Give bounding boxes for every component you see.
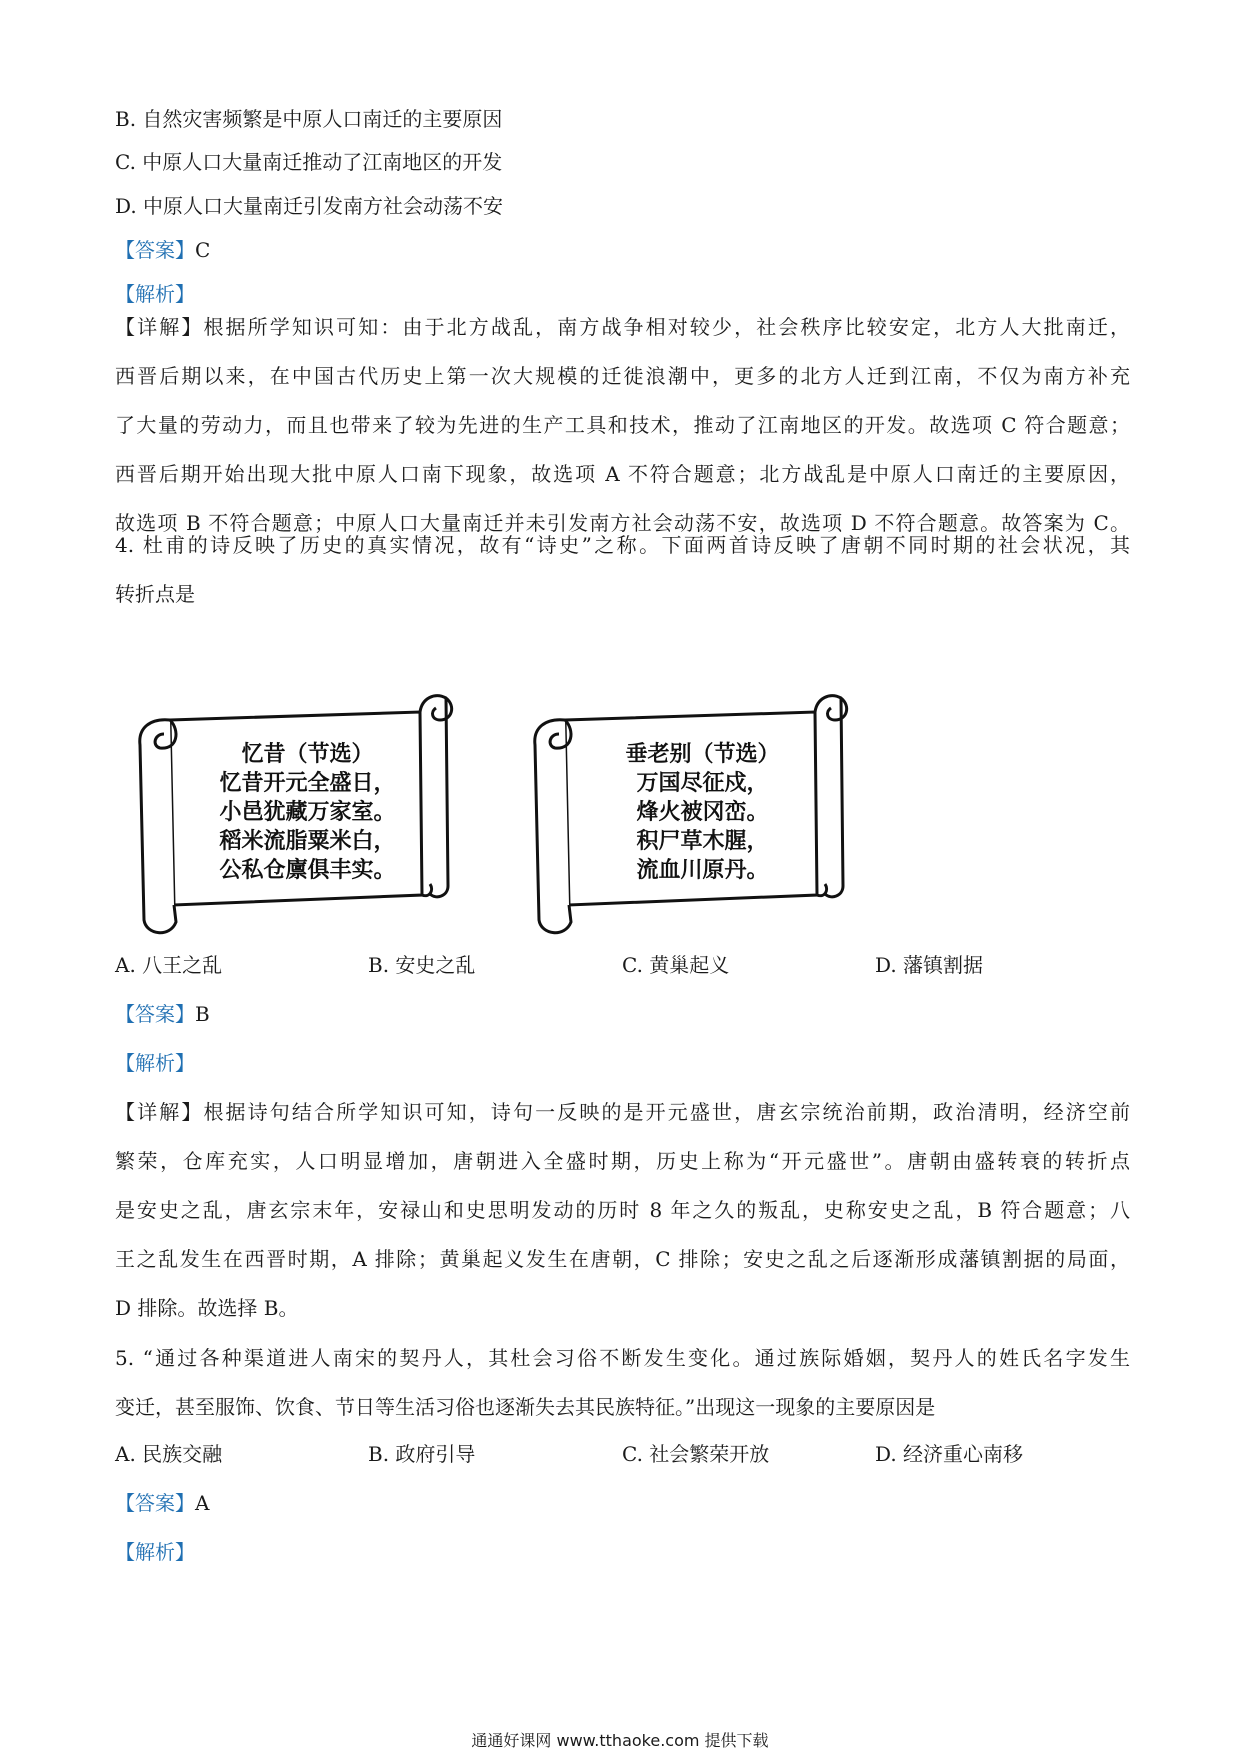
detail-line: 繁荣，仓库充实，人口明显增加，唐朝进入全盛时期，历史上称为“开元盛世”。唐朝由盛转衰的转折点 <box>115 1149 1130 1173</box>
detail-line: D 排除。故选择 B。 <box>115 1296 299 1320</box>
detail-line: 王之乱发生在西晋时期，A 排除；黄巢起义发生在唐朝，C 排除；安史之乱之后逐渐形成藩镇割据的局面， <box>115 1247 1130 1271</box>
poem-line: 万国尽征戍， <box>636 771 769 796</box>
poem-scroll-1 <box>130 690 460 940</box>
option-a: A. 民族交融 <box>115 1442 223 1466</box>
answer-tag: 【答案】 <box>115 1002 195 1026</box>
poem-line: 稻米流脂粟米白， <box>219 829 396 854</box>
q3-option-c: C. 中原人口大量南迁推动了江南地区的开发 <box>115 150 503 174</box>
q3-option-b: B. 自然灾害频繁是中原人口南迁的主要原因 <box>115 107 503 131</box>
detail-line: 是安史之乱，唐玄宗末年，安禄山和史思明发动的历时 8 年之久的叛乱，史称安史之乱，B 符合题意；八 <box>115 1198 1130 1222</box>
option-c: C. 黄巢起义 <box>622 953 730 977</box>
option-d: D. 藩镇割据 <box>875 953 984 977</box>
detail-line: 【详解】根据所学知识可知：由于北方战乱，南方战争相对较少，社会秩序比较安定，北方人大批南迁， <box>115 315 1130 339</box>
answer-tag: 【答案】 <box>115 238 195 262</box>
detail-line: 【详解】根据诗句结合所学知识可知，诗句一反映的是开元盛世，唐玄宗统治前期，政治清明，经济空前 <box>115 1100 1130 1124</box>
answer-value: A <box>195 1491 210 1515</box>
analysis-tag: 【解析】 <box>115 282 195 306</box>
poem-line: 流血川原丹。 <box>636 858 769 883</box>
q4-detail <box>115 1088 1130 1333</box>
q4-answer-row <box>115 1000 210 1028</box>
stem-line: 变迁，甚至服饰、饮食、节日等生活习俗也逐渐失去其民族特征。”出现这一现象的主要原因是 <box>115 1395 936 1419</box>
stem-line: 转折点是 <box>115 582 195 606</box>
poem-1 <box>200 740 415 885</box>
analysis-tag: 【解析】 <box>115 1051 195 1075</box>
q3-answer-row <box>115 236 210 264</box>
stem-line: 5. “通过各种渠道进人南宋的契丹人，其杜会习俗不断发生变化。通过族际婚姻，契丹人的姓氏名字发生 <box>115 1346 1130 1370</box>
detail-line: 西晋后期开始出现大批中原人口南下现象，故选项 A 不符合题意；北方战乱是中原人口南迁的主要原因， <box>115 462 1130 486</box>
q5-stem <box>115 1334 1130 1432</box>
poem-title: 垂老别（节选） <box>625 742 780 767</box>
page-footer: 通通好课网 www.tthaoke.com 提供下载 <box>471 1731 769 1750</box>
detail-line: 西晋后期以来，在中国古代历史上第一次大规模的迁徙浪潮中，更多的北方人迁到江南，不仅为南方补充 <box>115 364 1130 388</box>
poem-line: 积尸草木腥， <box>636 829 769 854</box>
option-a: A. 八王之乱 <box>115 953 223 977</box>
option-c: C. 社会繁荣开放 <box>622 1442 770 1466</box>
poem-title: 忆昔（节选） <box>241 742 374 767</box>
detail-line: 了大量的劳动力，而且也带来了较为先进的生产工具和技术，推动了江南地区的开发。故选项 C 符合题意； <box>115 413 1130 437</box>
q4-stem <box>115 521 1130 619</box>
option-b: B. 安史之乱 <box>368 953 476 977</box>
q3-detail <box>115 303 1130 548</box>
answer-value: B <box>195 1002 210 1026</box>
option-d: D. 经济重心南移 <box>875 1442 1024 1466</box>
poem-line: 烽火被冈峦。 <box>636 800 769 825</box>
poem-line: 公私仓廪俱丰实。 <box>219 858 396 883</box>
q3-option-d: D. 中原人口大量南迁引发南方社会动荡不安 <box>115 194 504 218</box>
answer-value: C <box>195 238 211 262</box>
poem-line: 忆昔开元全盛日， <box>219 771 396 796</box>
analysis-tag: 【解析】 <box>115 1540 195 1564</box>
answer-tag: 【答案】 <box>115 1491 195 1515</box>
poem-2 <box>595 740 810 885</box>
poem-scroll-2 <box>525 690 855 940</box>
stem-line: 4. 杜甫的诗反映了历史的真实情况，故有“诗史”之称。下面两首诗反映了唐朝不同时期的社会状况，其 <box>115 533 1130 557</box>
q4-options <box>115 951 1130 979</box>
poem-line: 小邑犹藏万家室。 <box>219 800 396 825</box>
detail-line: 故选项 B 不符合题意；中原人口大量南迁并未引发南方社会动荡不安，故选项 D 不符合题意。故答案为 C。 <box>115 511 1130 535</box>
q5-answer-row <box>115 1489 209 1517</box>
q5-options <box>115 1440 1130 1468</box>
option-b: B. 政府引导 <box>368 1442 476 1466</box>
